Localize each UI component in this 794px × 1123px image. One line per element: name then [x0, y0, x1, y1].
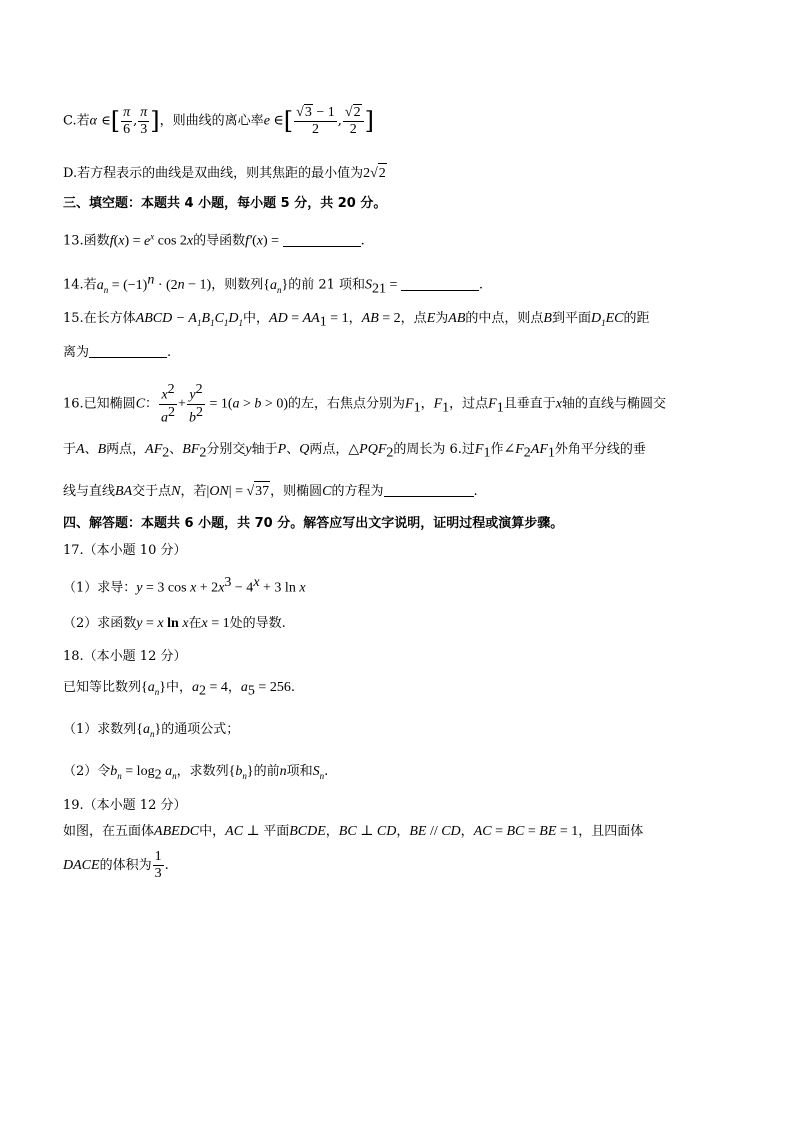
option-c: C.若α ∈[ $\frac{\pi}{6}$ , $\frac{\pi}{3}$ ]，则曲线的离心率e ∈[ $\frac{√3 - 1}{2}$ , $\frac{√2}{2}$ ]: [63, 104, 374, 137]
question-15-line-1: 15.在长方体ABCD − $A_1B_1C_1D_1$中，AD = $AA_1 = 1$，AB = 2，点E为AB的中点，则点B到平面$D_1EC$的距: [63, 311, 650, 330]
question-16-line-1: 16.已知椭圆C： $\frac{x^2}{a^2}$ + $\frac{y^2}{b^2}$ = 1(a > b > 0)的左，右焦点分别为$F_1$，$F_1$，过点$F_1$且垂直于x轴的直线与椭圆交: [63, 382, 666, 426]
question-18-title: 18.（本小题 12 分）: [63, 649, 187, 664]
question-16-line-2: 于A、B两点，$AF_2$、$BF_2$分别交y轴于P、Q两点，$\triangle PQF_2$的周长为 6.过$F_1$作$\angle F_2AF_1$外角平分线的垂: [63, 442, 646, 461]
question-19-title: 19.（本小题 12 分）: [63, 798, 187, 813]
question-18-intro: 已知等比数列$\{a_n\}$中，$a_2 = 4$，$a_5 = 256$.: [63, 680, 295, 699]
question-13: 13.函数$f(x) = e^x$ cos 2x的导函数f′(x) = .: [63, 231, 365, 249]
question-18-part-2: （2）令$b_n = \log_2 a_n$，求数列$\{b_n\}$的前n项和$S_n$.: [63, 764, 329, 783]
option-d: D.若方程表示的曲线是双曲线，则其焦距的最小值为2√2: [63, 163, 754, 184]
question-14: 14.若$a_n = (-1)^n \cdot (2n - 1)$，则数列$\{a_n\}$的前 21 项和$S_{21}$ = .: [63, 272, 484, 297]
question-17-title: 17.（本小题 10 分）: [63, 543, 187, 558]
answer-blank[interactable]: [384, 484, 474, 497]
answer-blank[interactable]: [283, 234, 361, 247]
question-16-line-3: 线与直线BA交于点N，若|ON| = √37，则椭圆C的方程为 .: [63, 481, 754, 502]
question-18-part-1: （1）求数列$\{a_n\}$的通项公式；: [63, 722, 240, 739]
question-19-line-1: 如图，在五面体ABEDC中，AC ⊥ 平面BCDE，BC ⊥ CD，BE // CD，AC = BC = BE = 1，且四面体: [63, 824, 644, 839]
question-17-part-1: （1）求导：y = 3 $\cos x + 2x^3 - 4^x + 3$ ln x: [63, 575, 306, 596]
answer-blank[interactable]: [401, 278, 479, 291]
answer-blank[interactable]: [89, 345, 167, 358]
section-3-heading: 三、填空题：本题共 4 小题，每小题 5 分，共 20 分。: [63, 196, 387, 211]
question-17-part-2: （2）求函数y = x ln x在x = 1处的导数.: [63, 616, 286, 631]
section-4-heading: 四、解答题：本题共 6 小题，共 70 分。解答应写出文字说明，证明过程或演算步骤。: [63, 516, 564, 531]
question-15-line-2: 离为 .: [63, 345, 172, 360]
question-19-line-2: DACE的体积为 $\frac{1}{3}$ .: [63, 849, 169, 881]
